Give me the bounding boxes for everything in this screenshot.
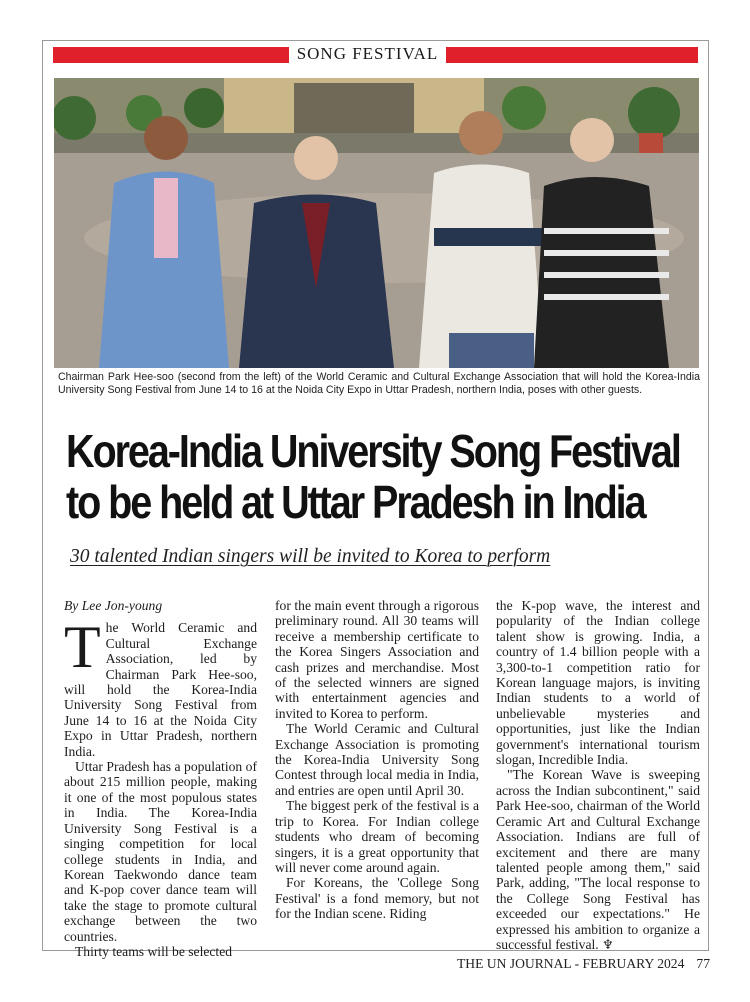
article-paragraph: Thirty teams will be selected [75, 943, 233, 959]
photo-caption: Chairman Park Hee-soo (second from the left) of the World Ceramic and Cultural Exchange Association that will hold the Korea-India University Song Festival from June 14 to 16 at the Noida City Expo in Uttar Pradesh, northern India, poses with other guests. [58, 371, 700, 396]
article-paragraph: For Koreans, the 'College Song Festival' is a fond memory, but not for the Indian scene. Riding [275, 875, 479, 922]
page-footer [457, 956, 710, 972]
article-paragraph: Uttar Pradesh has a population of about 215 million people, making it one of the most populous states in India. The Korea-India University Song Festival is a singing competition for local college students in India, and Korean Taekwondo dance team and K-pop cover dance team will take the stage to promote cultural exchange between the two countries. [64, 759, 257, 944]
article-paragraph: The World Ceramic and Cultural Exchange Association, led by Chairman Park Hee-soo, will hold the Korea-India University Song Festival from June 14 to 16 at the Noida City Expo in Uttar Pradesh, northern India. [64, 614, 257, 759]
headline-line-2: to be held at Uttar Pradesh in India [66, 476, 645, 528]
section-rule-left [53, 47, 289, 63]
article-paragraph: "The Korean Wave is sweeping across the Indian subcontinent," said Park Hee-soo, chairman of the World Ceramic Art and Cultural Exchange Association. Indians are full of excitement and there are many talented people among them," said Park, adding, "The local response to the College Song Festival has exceeded our expectations." He expressed his ambition to organize a successful festival. ♆ [496, 767, 700, 952]
end-mark-icon: ♆ [602, 936, 614, 952]
section-header [53, 46, 698, 64]
publication-name: THE UN JOURNAL - FEBRUARY 2024 [456, 956, 685, 971]
article-column-3 [496, 598, 700, 952]
headline [66, 425, 680, 528]
byline: By Lee Jon-young [64, 598, 163, 613]
headline-line-1: Korea-India University Song Festival [66, 425, 680, 477]
photo-illustration [54, 78, 699, 368]
article-paragraph: the K-pop wave, the interest and popularity of the Indian college talent show is growing. India, a country of 1.4 billion people with a 3,300-to-1 competition ratio for Korean language majors, is inviting Indian students to a world of unbelievable mysteries and opportunities, just like the Indian government's international tourism slogan, Incredible India. [496, 598, 700, 768]
subheadline: 30 talented Indian singers will be invited to Korea to perform [70, 546, 551, 567]
section-label: SONG FESTIVAL [296, 44, 439, 63]
article-column-2 [275, 598, 479, 922]
article-paragraph: The biggest perk of the festival is a trip to Korea. For Indian college students who dream of becoming singers, it is a great opportunity that will never come around again. [275, 798, 479, 875]
group-photo [54, 78, 699, 368]
article-paragraph: The World Ceramic and Cultural Exchange Association is promoting the Korea-India University Song Contest through local media in India, and entries are open until April 30. [275, 721, 479, 798]
article-paragraph: for the main event through a rigorous preliminary round. All 30 teams will receive a membership certificate to the Korea Singers Association and cash prizes and merchandise. Most of the selected winners are signed with entertainment agencies and invited to Korea to perform. [275, 598, 479, 721]
article-column-1 [64, 598, 257, 959]
section-rule-right [446, 47, 698, 63]
page-number: 77 [696, 956, 710, 971]
drop-cap: T [64, 614, 101, 681]
